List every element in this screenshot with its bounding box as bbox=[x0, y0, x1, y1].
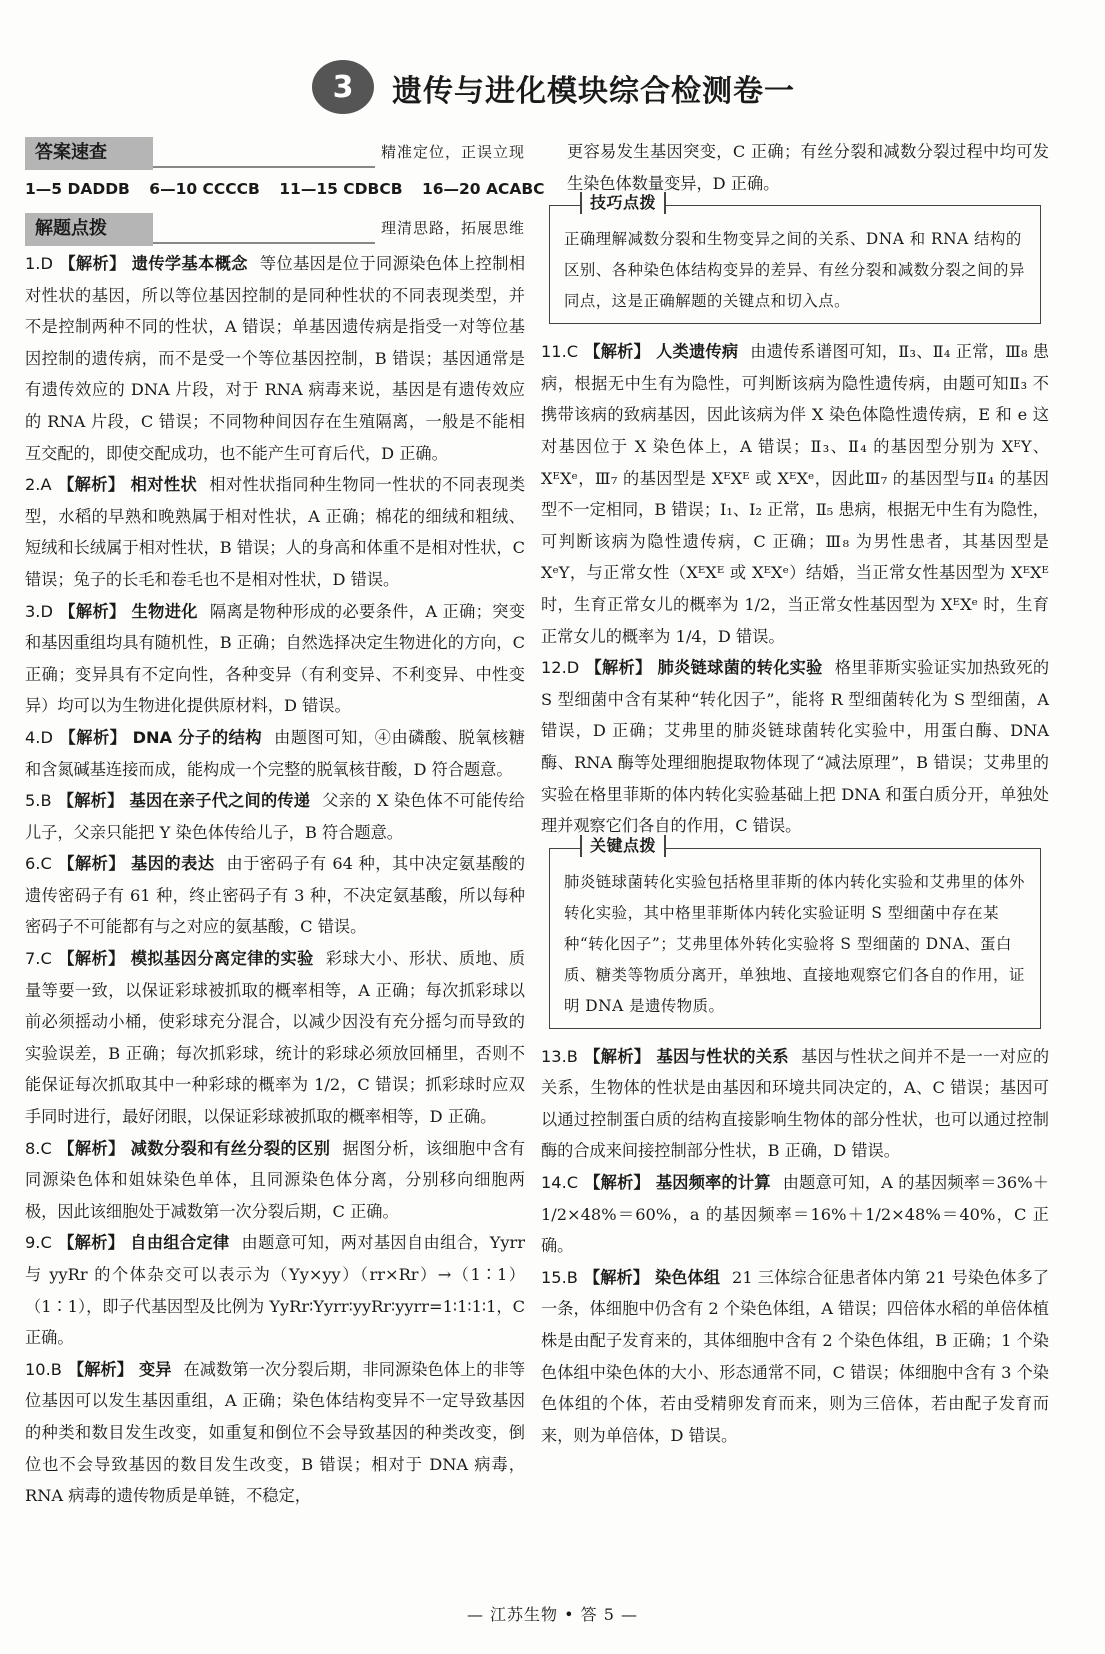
key-box-text: 肺炎链球菌转化实验包括格里菲斯的体内转化实验和艾弗里的体外转化实验，其中格里菲斯体内转化实验证明 S 型细菌中存在某种“转化因子”；艾弗里体外转化实验将 S 型细菌的 DNA、蛋白质、糖类等物质分离开，单独地、直接地观察它们各自的作用，证明 DNA 是遗传物质。 bbox=[564, 872, 1025, 1015]
item-topic: 模拟基因分离定律的实验 bbox=[130, 949, 314, 969]
tip-box-text: 正确理解减数分裂和生物变异之间的关系、DNA 和 RNA 结构的区别、各种染色体结构变异的差异、有丝分裂和减数分裂之间的异同点，这是正确解题的关键点和切入点。 bbox=[564, 230, 1025, 311]
item-number: 10.B bbox=[25, 1359, 62, 1379]
analysis-item bbox=[541, 652, 1049, 842]
answers-section-header bbox=[25, 136, 525, 170]
item-topic: 基因与性状的关系 bbox=[656, 1046, 789, 1066]
analysis-item bbox=[25, 1133, 525, 1228]
right-item-list bbox=[541, 1041, 1049, 1452]
analysis-tag: 【解析】 bbox=[584, 1173, 650, 1193]
item-number: 1.D bbox=[25, 254, 53, 273]
analysis-tag: 【解析】 bbox=[57, 854, 126, 874]
answer-group: 6—10 CCCCB bbox=[149, 180, 260, 198]
item-topic: 变异 bbox=[139, 1359, 172, 1379]
analysis-item bbox=[25, 848, 525, 943]
item-body: 格里菲斯实验证实加热致死的 S 型细菌中含有某种“转化因子”，能将 R 型细菌转化为 S 型细菌，A 错误，D 正确；艾弗里的肺炎链球菌转化实验中，用蛋白酶、DNA 酶、RNA 酶等处理细胞提取物体现了“减法原理”，B 错误；艾弗里的实验在格里菲斯的体内转化实验基础上把 DNA 和蛋白质分开，单独处理并观察它们各自的作用，C 错误。 bbox=[541, 658, 1050, 836]
item-number: 8.C bbox=[25, 1138, 52, 1158]
answer-group: 1—5 DADDB bbox=[25, 180, 130, 198]
analysis-tag: 【解析】 bbox=[57, 791, 124, 811]
item-topic: DNA 分子的结构 bbox=[132, 727, 263, 747]
answer-key bbox=[25, 172, 545, 206]
item-topic: 遗传学基本概念 bbox=[131, 254, 248, 273]
continued-text: 更容易发生基因突变，C 正确；有丝分裂和减数分裂过程中均可发生染色体数量变异，D 正确。 bbox=[567, 142, 1049, 193]
item-topic: 自由组合定律 bbox=[130, 1233, 230, 1253]
item-number: 12.D bbox=[541, 658, 580, 678]
item-topic: 生物进化 bbox=[131, 601, 198, 621]
tip-box bbox=[549, 193, 1041, 324]
item-body: 等位基因是位于同源染色体上控制相对性状的基因，所以等位基因控制的是同种性状的不同表现类型，并不是控制两种不同的性状，A 错误；单基因遗传病是指受一对等位基因控制的遗传病，而不是受一个等位基因控制，B 错误；基因通常是有遗传效应的 DNA 片段，对于 RNA 病毒来说，基因是有遗传效应的 RNA 片段，C 错误；不同物种间因存在生殖隔离，一般是不能相互交配的，即使交配成功，也不能产生可育后代，D 正确。 bbox=[25, 254, 526, 463]
item-topic: 染色体组 bbox=[654, 1267, 721, 1287]
item-topic: 基因的表达 bbox=[131, 854, 215, 874]
item-body: 由题意可知，两对基因自由组合，Yyrr 与 yyRr 的个体杂交可以表示为（Yy×yy）（rr×Rr）→（1∶1）（1∶1），即子代基因型及比例为 YyRr∶Yyrr∶yyRr∶yyrr=1∶1∶1∶1，C 正确。 bbox=[25, 1233, 526, 1348]
item-number: 7.C bbox=[25, 949, 52, 969]
item-body: 由题意可知，A 的基因频率＝36%＋1/2×48%＝60%，a 的基因频率＝16%＋1/2×48%＝40%，C 正确。 bbox=[541, 1173, 1049, 1256]
analysis-tag: 【解析】 bbox=[583, 1267, 649, 1287]
analysis-item bbox=[25, 469, 525, 595]
section-number-badge: 3 bbox=[312, 60, 374, 114]
item-number: 2.A bbox=[25, 475, 52, 495]
item-number: 4.D bbox=[25, 727, 53, 747]
answers-section-label: 答案速查 bbox=[25, 137, 153, 170]
item-number: 15.B bbox=[541, 1267, 578, 1287]
analysis-tag: 【解析】 bbox=[57, 1138, 125, 1158]
item-number: 3.D bbox=[25, 601, 53, 621]
left-column bbox=[25, 136, 545, 1512]
analysis-item bbox=[25, 785, 525, 848]
analysis-tag: 【解析】 bbox=[57, 949, 125, 969]
item-body: 父亲的 X 染色体不可能传给儿子，父亲只能把 Y 染色体传给儿子，B 符合题意。 bbox=[25, 791, 525, 842]
header bbox=[0, 52, 1105, 122]
analysis-tag: 【解析】 bbox=[58, 601, 126, 621]
item-number: 5.B bbox=[25, 791, 52, 811]
item-topic: 基因频率的计算 bbox=[655, 1173, 771, 1193]
page-title: 遗传与进化模块综合检测卷一 bbox=[392, 74, 795, 109]
analysis-item bbox=[25, 943, 525, 1133]
item-body: 相对性状指同种生物同一性状的不同表现类型，水稻的早熟和晚熟属于相对性状，A 正确；棉花的细绒和粗绒、短绒和长绒属于相对性状，B 错误；人的身高和体重不是相对性状，C 错误；兔子的长毛和卷毛也不是相对性状，D 错误。 bbox=[25, 475, 526, 589]
analysis-item bbox=[25, 1354, 525, 1512]
item-body: 由题图可知，④由磷酸、脱氧核糖和含氮碱基连接而成，能构成一个完整的脱氧核苷酸，D 符合题意。 bbox=[25, 727, 525, 779]
analysis-tag: 【解析】 bbox=[58, 727, 127, 747]
divider bbox=[153, 166, 375, 168]
item-body: 彩球大小、形状、质地、质量等要一致，以保证彩球被抓取的概率相等，A 正确；每次抓彩球以前必须摇动小桶，使彩球充分混合，以减少因没有充分摇匀而导致的实验误差，B 正确；每次抓彩球，统计的彩球必须放回桶里，否则不能保证每次抓取其中一种彩球的概率为 1/2，C 错误；抓彩球时应双手同时进行，最好闭眼，以保证彩球被抓取的概率相等，D 正确。 bbox=[25, 949, 526, 1127]
answer-group: 11—15 CDBCB bbox=[279, 180, 403, 198]
divider bbox=[153, 242, 375, 244]
tip-box-title: 技巧点拨 bbox=[580, 192, 666, 214]
item-number: 6.C bbox=[25, 854, 52, 874]
page-footer: — 江苏生物 • 答 5 — bbox=[466, 1605, 639, 1624]
item-number: 14.C bbox=[541, 1173, 579, 1193]
item-body: 由于密码子有 64 种，其中决定氨基酸的遗传密码子有 61 种，终止密码子有 3 种，不决定氨基酸，所以每种密码子不可能都有与之对应的氨基酸，C 错误。 bbox=[25, 854, 526, 937]
analysis-tag: 【解析】 bbox=[583, 1046, 651, 1066]
item-topic: 肺炎链球菌的转化实验 bbox=[657, 658, 823, 678]
item-number: 11.C bbox=[541, 342, 579, 362]
item-body: 据图分析，该细胞中含有同源染色体和姐妹染色单体，且同源染色体分离，分别移向细胞两极，因此该细胞处于减数第一次分裂后期，C 正确。 bbox=[25, 1138, 526, 1221]
item-number: 13.B bbox=[541, 1046, 578, 1066]
analysis-item bbox=[541, 1167, 1049, 1262]
analysis-section-note: 理清思路，拓展思维 bbox=[380, 219, 525, 238]
analysis-tag: 【解析】 bbox=[57, 1233, 125, 1253]
analysis-tag: 【解析】 bbox=[584, 342, 651, 362]
analysis-tag: 【解析】 bbox=[67, 1359, 133, 1379]
item-body: 基因与性状之间并不是一一对应的关系，生物体的性状是由基因和环境共同决定的，A、C 错误；基因可以通过控制蛋白质的结构直接影响生物体的部分性状，也可以通过控制酶的合成来间接控制部分性状，B 正确，D 错误。 bbox=[541, 1046, 1050, 1161]
analysis-item bbox=[541, 1041, 1049, 1167]
analysis-section-header bbox=[25, 212, 525, 246]
analysis-item bbox=[25, 722, 525, 785]
item-12 bbox=[541, 652, 1049, 842]
analysis-tag: 【解析】 bbox=[58, 254, 126, 273]
item-body: 21 三体综合征患者体内第 21 号染色体多了一条，体细胞中仍含有 2 个染色体组，A 错误；四倍体水稻的单倍体植株是由配子发育来的，其体细胞中含有 2 个染色体组，B 正确；1 个染色体组中染色体的大小、形态通常不同，C 错误；体细胞中含有 3 个染色体组的个体，若由受精卵发育而来，则为三倍体，若由配子发育而来，则为单倍体，D 错误。 bbox=[541, 1267, 1049, 1445]
item-11 bbox=[541, 336, 1049, 652]
key-box-title: 关键点拨 bbox=[580, 835, 666, 857]
item-topic: 相对性状 bbox=[130, 475, 198, 495]
analysis-section-label: 解题点拨 bbox=[25, 213, 153, 246]
analysis-item bbox=[541, 1262, 1049, 1452]
item-topic: 减数分裂和有丝分裂的区别 bbox=[130, 1138, 331, 1158]
item-topic: 基因在亲子代之间的传递 bbox=[129, 791, 311, 811]
analysis-item bbox=[25, 596, 525, 722]
analysis-tag: 【解析】 bbox=[57, 475, 125, 495]
item-topic: 人类遗传病 bbox=[656, 342, 739, 362]
item-body: 由遗传系谱图可知，Ⅱ₃、Ⅱ₄ 正常，Ⅲ₈ 患病，根据无中生有为隐性，可判断该病为隐性遗传病，由题可知Ⅱ₃ 不携带该病的致病基因，因此该病为伴 X 染色体隐性遗传病，E 和 e 这对基因位于 X 染色体上，A 错误；Ⅱ₃、Ⅱ₄ 的基因型分别为 XᴱY、XᴱXᵉ，Ⅲ₇ 的基因型是 XᴱXᴱ 或 XᴱXᵉ，因此Ⅲ₇ 的基因型与Ⅱ₄ 的基因型不一定相同，B 错误；Ⅰ₁、Ⅰ₂ 正常，Ⅱ₅ 患病，根据无中生有为隐性，可判断该病为隐性遗传病，C 正确；Ⅲ₈ 为男性患者，其基因型是 XᵉY，与正常女性（XᴱXᴱ 或 XᴱXᵉ）结婚，当正常女性基因型为 XᴱXᴱ 时，生育正常女儿的概率为 1/2，当正常女性基因型为 XᴱXᵉ 时，生育正常女儿的概率为 1/4，D 错误。 bbox=[541, 342, 1050, 646]
analysis-item bbox=[25, 1227, 525, 1353]
item-number: 9.C bbox=[25, 1233, 52, 1253]
item-body: 在减数第一次分裂后期，非同源染色体上的非等位基因可以发生基因重组，A 正确；染色体结构变异不一定导致基因的种类和数目发生改变，如重复和倒位不会导致基因的种类改变，倒位也不会导致基因的数目发生改变，B 错误；相对于 DNA 病毒，RNA 病毒的遗传物质是单链，不稳定， bbox=[25, 1359, 526, 1506]
left-item-list bbox=[25, 248, 525, 1512]
key-box bbox=[549, 835, 1041, 1029]
analysis-tag: 【解析】 bbox=[585, 658, 652, 678]
item-body: 隔离是物种形成的必要条件，A 正确；突变和基因重组均具有随机性，B 正确；自然选择决定生物进化的方向，C 正确；变异具有不定向性，各种变异（有利变异、不利变异、中性变异）均可以为生物进化提供原材料，D 错误。 bbox=[25, 601, 526, 716]
analysis-item bbox=[541, 336, 1049, 652]
answer-group: 16—20 ACABC bbox=[421, 180, 545, 198]
right-column bbox=[541, 136, 1049, 1451]
answers-section-note: 精准定位，正误立现 bbox=[380, 143, 525, 162]
analysis-item bbox=[25, 248, 525, 469]
